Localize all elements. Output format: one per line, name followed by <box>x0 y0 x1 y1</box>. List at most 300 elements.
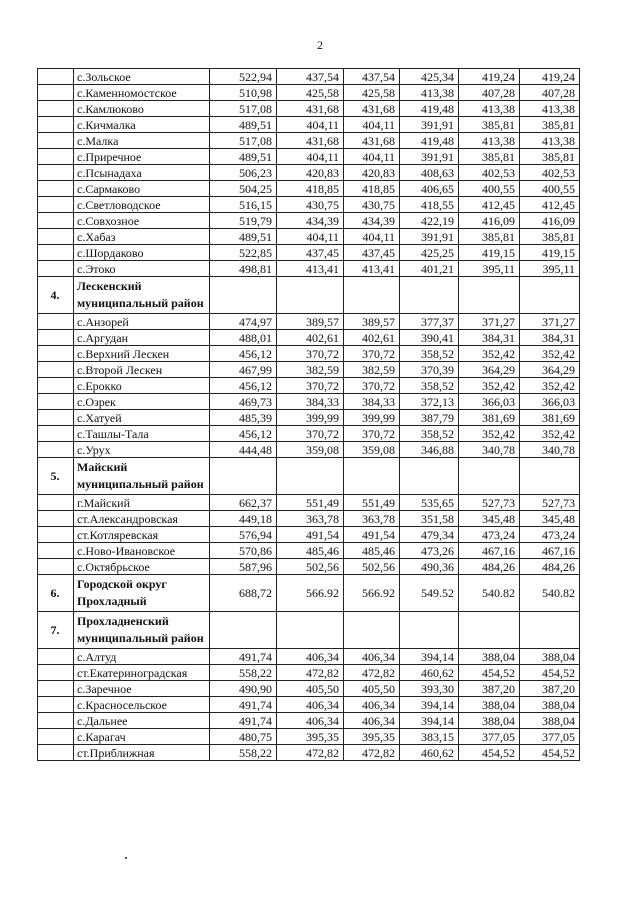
value-cell-5: 345,48 <box>459 511 520 527</box>
row-number-cell <box>38 85 74 101</box>
value-cell-4: 391,91 <box>400 117 459 133</box>
value-cell-5: 467,16 <box>459 543 520 559</box>
value-cell-3: 431,68 <box>344 101 400 117</box>
value-cell-4: 406,65 <box>400 181 459 197</box>
value-cell-6: 352,42 <box>520 346 580 362</box>
table-row <box>38 165 580 181</box>
value-cell-2: 399,99 <box>277 410 344 426</box>
settlement-name-cell: с.Ново-Ивановское <box>74 543 210 559</box>
row-number-cell <box>38 213 74 229</box>
settlement-name-cell: с.Алтуд <box>74 649 210 665</box>
table-row <box>38 410 580 426</box>
value-cell-2: 406,34 <box>277 697 344 713</box>
value-cell-5: 419,15 <box>459 245 520 261</box>
row-number-cell <box>38 362 74 378</box>
table-row <box>38 330 580 346</box>
value-cell-2 <box>277 277 344 314</box>
value-cell-6: 484,26 <box>520 559 580 575</box>
value-cell-6: 413,38 <box>520 101 580 117</box>
settlement-name-cell: с.Аргудан <box>74 330 210 346</box>
value-cell-3: 404,11 <box>344 149 400 165</box>
row-number-cell <box>38 665 74 681</box>
value-cell-4: 425,34 <box>400 69 459 85</box>
value-cell-4: 391,91 <box>400 229 459 245</box>
value-cell-2: 413,41 <box>277 261 344 277</box>
value-cell-6: 454,52 <box>520 665 580 681</box>
value-cell-1: 506,23 <box>210 165 277 181</box>
table-row <box>38 229 580 245</box>
settlement-name-cell: ст.Екатериноградская <box>74 665 210 681</box>
value-cell-1: 456,12 <box>210 346 277 362</box>
value-cell-3 <box>344 277 400 314</box>
row-number-cell <box>38 681 74 697</box>
value-cell-1: 474,97 <box>210 314 277 330</box>
value-cell-3: 359,08 <box>344 442 400 458</box>
value-cell-5: 388,04 <box>459 649 520 665</box>
row-number-cell <box>38 133 74 149</box>
value-cell-4: 346,88 <box>400 442 459 458</box>
table-row <box>38 713 580 729</box>
row-number-cell <box>38 527 74 543</box>
settlement-name-cell: с.Ташлы-Тала <box>74 426 210 442</box>
value-cell-4: 394,14 <box>400 713 459 729</box>
value-cell-4: 422,19 <box>400 213 459 229</box>
value-cell-6: 345,48 <box>520 511 580 527</box>
value-cell-3: 420,83 <box>344 165 400 181</box>
value-cell-4: 391,91 <box>400 149 459 165</box>
table-row <box>38 543 580 559</box>
row-number-cell <box>38 165 74 181</box>
value-cell-6: 364,29 <box>520 362 580 378</box>
value-cell-3: 370,72 <box>344 426 400 442</box>
value-cell-2: 420,83 <box>277 165 344 181</box>
settlement-name-cell: с.Анзорей <box>74 314 210 330</box>
value-cell-1: 662,37 <box>210 495 277 511</box>
value-cell-2: 485,46 <box>277 543 344 559</box>
table-row <box>38 681 580 697</box>
row-number-cell <box>38 426 74 442</box>
value-cell-6: 385,81 <box>520 117 580 133</box>
value-cell-3: 370,72 <box>344 378 400 394</box>
value-cell-4: 460,62 <box>400 745 459 761</box>
value-cell-6: 395,11 <box>520 261 580 277</box>
settlement-name-cell: с.Кичмалка <box>74 117 210 133</box>
value-cell-3: 425,58 <box>344 85 400 101</box>
settlement-name-cell: с.Камлюково <box>74 101 210 117</box>
value-cell-1 <box>210 277 277 314</box>
value-cell-2: 566.92 <box>277 575 344 612</box>
district-row <box>38 458 580 495</box>
settlement-name-cell: с.Верхний Лескен <box>74 346 210 362</box>
value-cell-4: 473,26 <box>400 543 459 559</box>
row-number-cell <box>38 197 74 213</box>
row-number-cell <box>38 495 74 511</box>
value-cell-2: 430,75 <box>277 197 344 213</box>
value-cell-6: 352,42 <box>520 378 580 394</box>
table-row <box>38 85 580 101</box>
value-cell-6: 412,45 <box>520 197 580 213</box>
value-cell-3: 389,57 <box>344 314 400 330</box>
value-cell-2: 404,11 <box>277 117 344 133</box>
value-cell-3: 382,59 <box>344 362 400 378</box>
row-number-cell <box>38 559 74 575</box>
value-cell-3: 405,50 <box>344 681 400 697</box>
settlement-name-cell: с.Хабаз <box>74 229 210 245</box>
value-cell-3: 370,72 <box>344 346 400 362</box>
value-cell-4: 393,30 <box>400 681 459 697</box>
settlement-name-cell: с.Красносельское <box>74 697 210 713</box>
value-cell-6: 371,27 <box>520 314 580 330</box>
district-name-cell: Городской округ Прохладный <box>74 575 210 612</box>
table-row <box>38 346 580 362</box>
row-number-cell <box>38 117 74 133</box>
value-cell-5 <box>459 612 520 649</box>
table-row <box>38 527 580 543</box>
value-cell-2: 389,57 <box>277 314 344 330</box>
table-row <box>38 729 580 745</box>
value-cell-4: 383,15 <box>400 729 459 745</box>
value-cell-3: 406,34 <box>344 649 400 665</box>
value-cell-2: 384,33 <box>277 394 344 410</box>
settlement-name-cell: с.Каменномостское <box>74 85 210 101</box>
value-cell-6: 384,31 <box>520 330 580 346</box>
settlement-name-cell: с.Малка <box>74 133 210 149</box>
value-cell-2: 402,61 <box>277 330 344 346</box>
settlement-name-cell: с.Урух <box>74 442 210 458</box>
value-cell-2: 418,85 <box>277 181 344 197</box>
row-number-cell <box>38 229 74 245</box>
value-cell-5: 385,81 <box>459 117 520 133</box>
value-cell-2: 370,72 <box>277 378 344 394</box>
row-number-cell <box>38 745 74 761</box>
table-row <box>38 133 580 149</box>
value-cell-1: 688,72 <box>210 575 277 612</box>
settlement-name-cell: с.Совхозное <box>74 213 210 229</box>
row-number-cell <box>38 697 74 713</box>
value-cell-4 <box>400 277 459 314</box>
value-cell-5: 388,04 <box>459 697 520 713</box>
tariff-table <box>37 68 580 761</box>
value-cell-5: 384,31 <box>459 330 520 346</box>
row-number-cell <box>38 330 74 346</box>
value-cell-1: 558,22 <box>210 665 277 681</box>
value-cell-6: 473,24 <box>520 527 580 543</box>
value-cell-3: 363,78 <box>344 511 400 527</box>
table-row <box>38 117 580 133</box>
value-cell-2: 502,56 <box>277 559 344 575</box>
row-number-cell <box>38 649 74 665</box>
value-cell-5: 454,52 <box>459 745 520 761</box>
value-cell-5: 377,05 <box>459 729 520 745</box>
value-cell-1: 491,74 <box>210 713 277 729</box>
value-cell-2: 472,82 <box>277 745 344 761</box>
value-cell-5: 413,38 <box>459 101 520 117</box>
value-cell-5: 352,42 <box>459 378 520 394</box>
value-cell-2: 382,59 <box>277 362 344 378</box>
value-cell-4: 408,63 <box>400 165 459 181</box>
value-cell-2: 406,34 <box>277 649 344 665</box>
table-row <box>38 495 580 511</box>
value-cell-2: 551,49 <box>277 495 344 511</box>
value-cell-1: 498,81 <box>210 261 277 277</box>
value-cell-4: 549.52 <box>400 575 459 612</box>
table-row <box>38 213 580 229</box>
settlement-name-cell: с.Приречное <box>74 149 210 165</box>
value-cell-5: 407,28 <box>459 85 520 101</box>
value-cell-3 <box>344 612 400 649</box>
value-cell-4: 370,39 <box>400 362 459 378</box>
value-cell-5: 400,55 <box>459 181 520 197</box>
value-cell-3: 566.92 <box>344 575 400 612</box>
table-row <box>38 101 580 117</box>
value-cell-1: 489,51 <box>210 117 277 133</box>
value-cell-1: 558,22 <box>210 745 277 761</box>
value-cell-5: 364,29 <box>459 362 520 378</box>
table-row <box>38 378 580 394</box>
value-cell-1: 491,74 <box>210 697 277 713</box>
district-name-cell: Майский муниципальный район <box>74 458 210 495</box>
scan-mark <box>125 857 127 859</box>
value-cell-6 <box>520 458 580 495</box>
value-cell-6: 527,73 <box>520 495 580 511</box>
row-number-cell <box>38 394 74 410</box>
value-cell-6: 387,20 <box>520 681 580 697</box>
value-cell-3: 437,54 <box>344 69 400 85</box>
table-row <box>38 261 580 277</box>
value-cell-4 <box>400 612 459 649</box>
value-cell-6: 540.82 <box>520 575 580 612</box>
value-cell-5: 413,38 <box>459 133 520 149</box>
value-cell-4: 401,21 <box>400 261 459 277</box>
settlement-name-cell: с.Второй Лескен <box>74 362 210 378</box>
settlement-name-cell: с.Карагач <box>74 729 210 745</box>
value-cell-1: 444,48 <box>210 442 277 458</box>
value-cell-1: 485,39 <box>210 410 277 426</box>
value-cell-2: 431,68 <box>277 101 344 117</box>
value-cell-2: 404,11 <box>277 229 344 245</box>
value-cell-3: 434,39 <box>344 213 400 229</box>
value-cell-3: 404,11 <box>344 117 400 133</box>
value-cell-6: 413,38 <box>520 133 580 149</box>
district-row <box>38 277 580 314</box>
value-cell-3: 430,75 <box>344 197 400 213</box>
value-cell-3 <box>344 458 400 495</box>
value-cell-6: 388,04 <box>520 649 580 665</box>
value-cell-5: 395,11 <box>459 261 520 277</box>
row-number-cell <box>38 261 74 277</box>
value-cell-2: 437,45 <box>277 245 344 261</box>
value-cell-4 <box>400 458 459 495</box>
value-cell-2: 431,68 <box>277 133 344 149</box>
value-cell-4: 394,14 <box>400 697 459 713</box>
value-cell-4: 394,14 <box>400 649 459 665</box>
value-cell-3: 502,56 <box>344 559 400 575</box>
value-cell-2 <box>277 612 344 649</box>
value-cell-3: 404,11 <box>344 229 400 245</box>
settlement-name-cell: с.Светловодское <box>74 197 210 213</box>
settlement-name-cell: с.Зольское <box>74 69 210 85</box>
table-row <box>38 69 580 85</box>
value-cell-6: 400,55 <box>520 181 580 197</box>
table-row <box>38 197 580 213</box>
row-number-cell <box>38 346 74 362</box>
row-number-cell <box>38 101 74 117</box>
row-number-cell <box>38 378 74 394</box>
row-number-cell <box>38 410 74 426</box>
value-cell-3: 402,61 <box>344 330 400 346</box>
settlement-name-cell: ст.Котляревская <box>74 527 210 543</box>
value-cell-2: 395,35 <box>277 729 344 745</box>
table-row <box>38 511 580 527</box>
value-cell-3: 418,85 <box>344 181 400 197</box>
value-cell-6: 454,52 <box>520 745 580 761</box>
value-cell-1: 480,75 <box>210 729 277 745</box>
value-cell-6: 416,09 <box>520 213 580 229</box>
value-cell-5: 352,42 <box>459 346 520 362</box>
settlement-name-cell: с.Сармаково <box>74 181 210 197</box>
value-cell-2: 359,08 <box>277 442 344 458</box>
row-number-cell <box>38 245 74 261</box>
table-row <box>38 745 580 761</box>
value-cell-6: 385,81 <box>520 149 580 165</box>
value-cell-4: 390,41 <box>400 330 459 346</box>
value-cell-4: 419,48 <box>400 101 459 117</box>
value-cell-2 <box>277 458 344 495</box>
value-cell-1: 576,94 <box>210 527 277 543</box>
value-cell-3: 431,68 <box>344 133 400 149</box>
value-cell-1: 456,12 <box>210 426 277 442</box>
value-cell-4: 460,62 <box>400 665 459 681</box>
value-cell-5: 527,73 <box>459 495 520 511</box>
row-number-cell: 5. <box>38 458 74 495</box>
value-cell-5: 387,20 <box>459 681 520 697</box>
table-row <box>38 149 580 165</box>
value-cell-6: 352,42 <box>520 426 580 442</box>
settlement-name-cell: с.Шордаково <box>74 245 210 261</box>
value-cell-5: 371,27 <box>459 314 520 330</box>
value-cell-5: 416,09 <box>459 213 520 229</box>
settlement-name-cell: с.Ерокко <box>74 378 210 394</box>
value-cell-2: 370,72 <box>277 426 344 442</box>
value-cell-6: 377,05 <box>520 729 580 745</box>
value-cell-3: 399,99 <box>344 410 400 426</box>
settlement-name-cell: ст.Александровская <box>74 511 210 527</box>
value-cell-5: 340,78 <box>459 442 520 458</box>
district-name-cell: Прохладненский муниципальный район <box>74 612 210 649</box>
value-cell-4: 358,52 <box>400 346 459 362</box>
value-cell-6: 467,16 <box>520 543 580 559</box>
value-cell-1: 489,51 <box>210 149 277 165</box>
value-cell-1: 519,79 <box>210 213 277 229</box>
value-cell-5: 454,52 <box>459 665 520 681</box>
value-cell-5: 385,81 <box>459 149 520 165</box>
table-row <box>38 559 580 575</box>
table-row <box>38 665 580 681</box>
table-row <box>38 426 580 442</box>
value-cell-1: 456,12 <box>210 378 277 394</box>
value-cell-3: 551,49 <box>344 495 400 511</box>
value-cell-4: 425,25 <box>400 245 459 261</box>
value-cell-1: 510,98 <box>210 85 277 101</box>
value-cell-6: 419,24 <box>520 69 580 85</box>
value-cell-3: 384,33 <box>344 394 400 410</box>
row-number-cell <box>38 729 74 745</box>
value-cell-5: 366,03 <box>459 394 520 410</box>
value-cell-4: 479,34 <box>400 527 459 543</box>
value-cell-6: 388,04 <box>520 697 580 713</box>
settlement-name-cell: с.Псынадаха <box>74 165 210 181</box>
table-row <box>38 697 580 713</box>
row-number-cell <box>38 181 74 197</box>
row-number-cell <box>38 442 74 458</box>
settlement-name-cell: г.Майский <box>74 495 210 511</box>
value-cell-6: 366,03 <box>520 394 580 410</box>
value-cell-2: 434,39 <box>277 213 344 229</box>
value-cell-1 <box>210 612 277 649</box>
value-cell-1: 587,96 <box>210 559 277 575</box>
table-row <box>38 314 580 330</box>
settlement-name-cell: с.Заречное <box>74 681 210 697</box>
table-body <box>38 69 580 761</box>
value-cell-1: 517,08 <box>210 133 277 149</box>
value-cell-4: 418,55 <box>400 197 459 213</box>
value-cell-2: 404,11 <box>277 149 344 165</box>
value-cell-6: 407,28 <box>520 85 580 101</box>
value-cell-1: 491,74 <box>210 649 277 665</box>
settlement-name-cell: с.Хатуей <box>74 410 210 426</box>
settlement-name-cell: с.Октябрьское <box>74 559 210 575</box>
value-cell-1: 490,90 <box>210 681 277 697</box>
row-number-cell: 6. <box>38 575 74 612</box>
value-cell-2: 370,72 <box>277 346 344 362</box>
row-number-cell <box>38 713 74 729</box>
value-cell-6 <box>520 612 580 649</box>
value-cell-1: 522,85 <box>210 245 277 261</box>
value-cell-4: 351,58 <box>400 511 459 527</box>
value-cell-1: 489,51 <box>210 229 277 245</box>
value-cell-6 <box>520 277 580 314</box>
value-cell-1: 516,15 <box>210 197 277 213</box>
row-number-cell <box>38 543 74 559</box>
table-row <box>38 181 580 197</box>
value-cell-5: 473,24 <box>459 527 520 543</box>
value-cell-5: 381,69 <box>459 410 520 426</box>
value-cell-3: 406,34 <box>344 713 400 729</box>
value-cell-3: 406,34 <box>344 697 400 713</box>
value-cell-5: 412,45 <box>459 197 520 213</box>
value-cell-1: 517,08 <box>210 101 277 117</box>
value-cell-6: 381,69 <box>520 410 580 426</box>
value-cell-6: 385,81 <box>520 229 580 245</box>
value-cell-2: 437,54 <box>277 69 344 85</box>
value-cell-3: 437,45 <box>344 245 400 261</box>
value-cell-1: 469,73 <box>210 394 277 410</box>
value-cell-3: 472,82 <box>344 745 400 761</box>
value-cell-2: 405,50 <box>277 681 344 697</box>
settlement-name-cell: с.Озрек <box>74 394 210 410</box>
row-number-cell: 7. <box>38 612 74 649</box>
value-cell-2: 406,34 <box>277 713 344 729</box>
value-cell-2: 472,82 <box>277 665 344 681</box>
value-cell-1: 488,01 <box>210 330 277 346</box>
district-row <box>38 575 580 612</box>
page-number: 2 <box>317 38 323 52</box>
table-row <box>38 394 580 410</box>
value-cell-4: 413,38 <box>400 85 459 101</box>
value-cell-6: 419,15 <box>520 245 580 261</box>
table-row <box>38 649 580 665</box>
district-row <box>38 612 580 649</box>
